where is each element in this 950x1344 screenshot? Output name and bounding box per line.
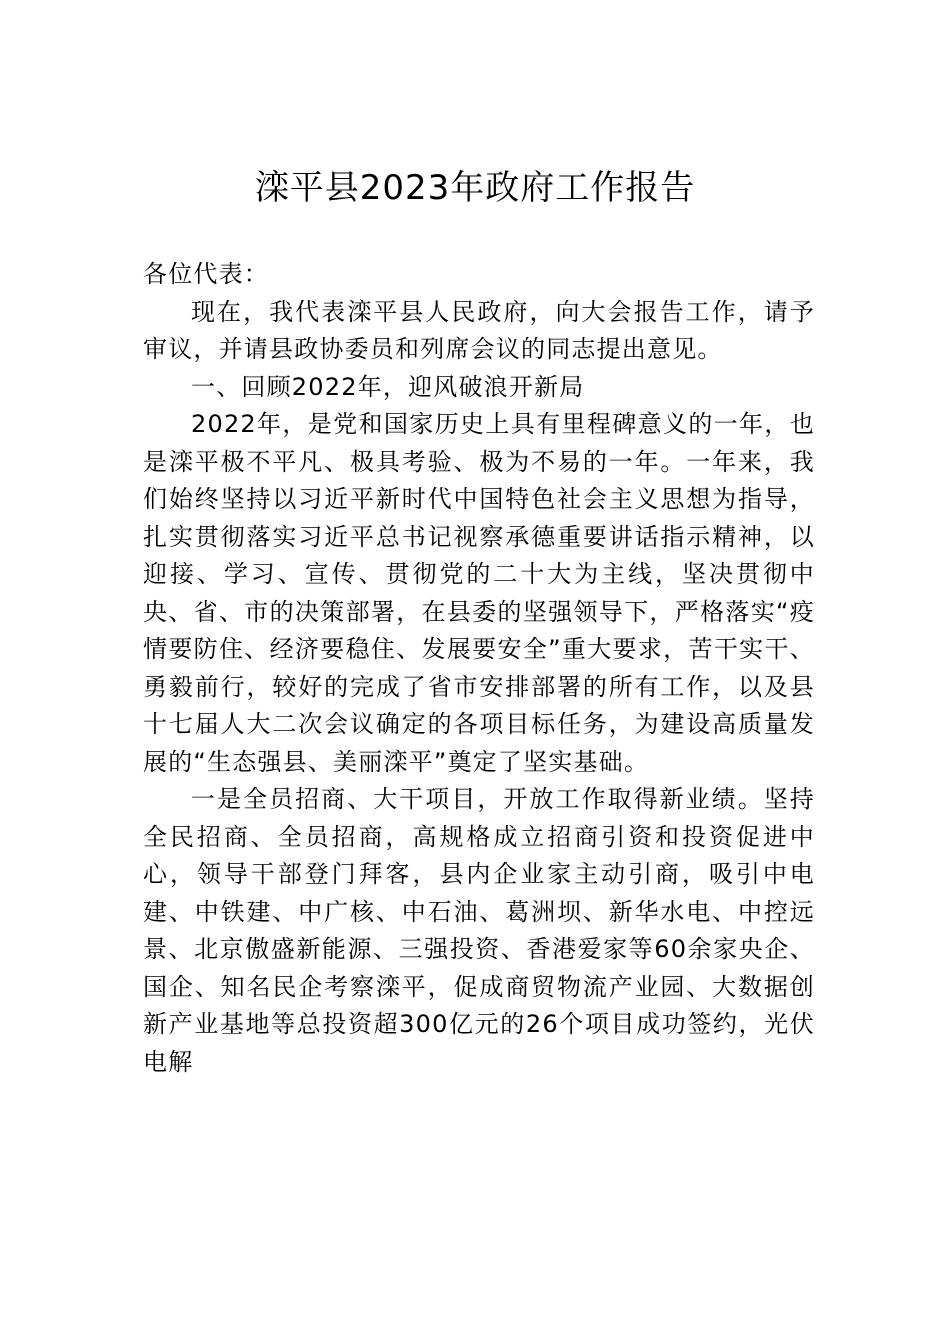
paragraph-intro: 现在，我代表滦平县人民政府，向大会报告工作，请予审议，并请县政协委员和列席会议的同志提出意见。 — [143, 297, 815, 363]
document-title: 滦平县2023年政府工作报告 — [254, 168, 696, 208]
document-body — [143, 256, 815, 1081]
section-heading: 一、回顾2022年，迎风破浪开新局 — [191, 372, 585, 401]
salutation: 各位代表： — [143, 260, 269, 288]
paragraph-review: 2022年，是党和国家历史上具有里程碑意义的一年，也是滦平极不平凡、极具考验、极为不易的一年。一年来，我们始终坚持以习近平新时代中国特色社会主义思想为指导，扎实贯彻落实习近平总书记视察承德重要讲话指示精神，以迎接、学习、宣传、贯彻党的二十大为主线，坚决贯彻中央、省、市的决策部署，在县委的坚强领导下，严格落实“疫情要防住、经济要稳住、发展要安全”重大要求，苦干实干、勇毅前行，较好的完成了省市安排部署的所有工作，以及县十七届人大二次会议确定的各项目标任务，为建设高质量发展的“生态强县、美丽滦平”奠定了坚实基础。 — [143, 410, 815, 776]
paragraph-investment: 一是全员招商、大干项目，开放工作取得新业绩。坚持全民招商、全员招商，高规格成立招商引资和投资促进中心，领导干部登门拜客，县内企业家主动引商，吸引中电建、中铁建、中广核、中石油、葛洲坝、新华水电、中控远景、北京傲盛新能源、三强投资、香港爱家等60余家央企、国企、知名民企考察滦平，促成商贸物流产业园、大数据创新产业基地等总投资超300亿元的26个项目成功签约，光伏电解 — [143, 785, 815, 1076]
